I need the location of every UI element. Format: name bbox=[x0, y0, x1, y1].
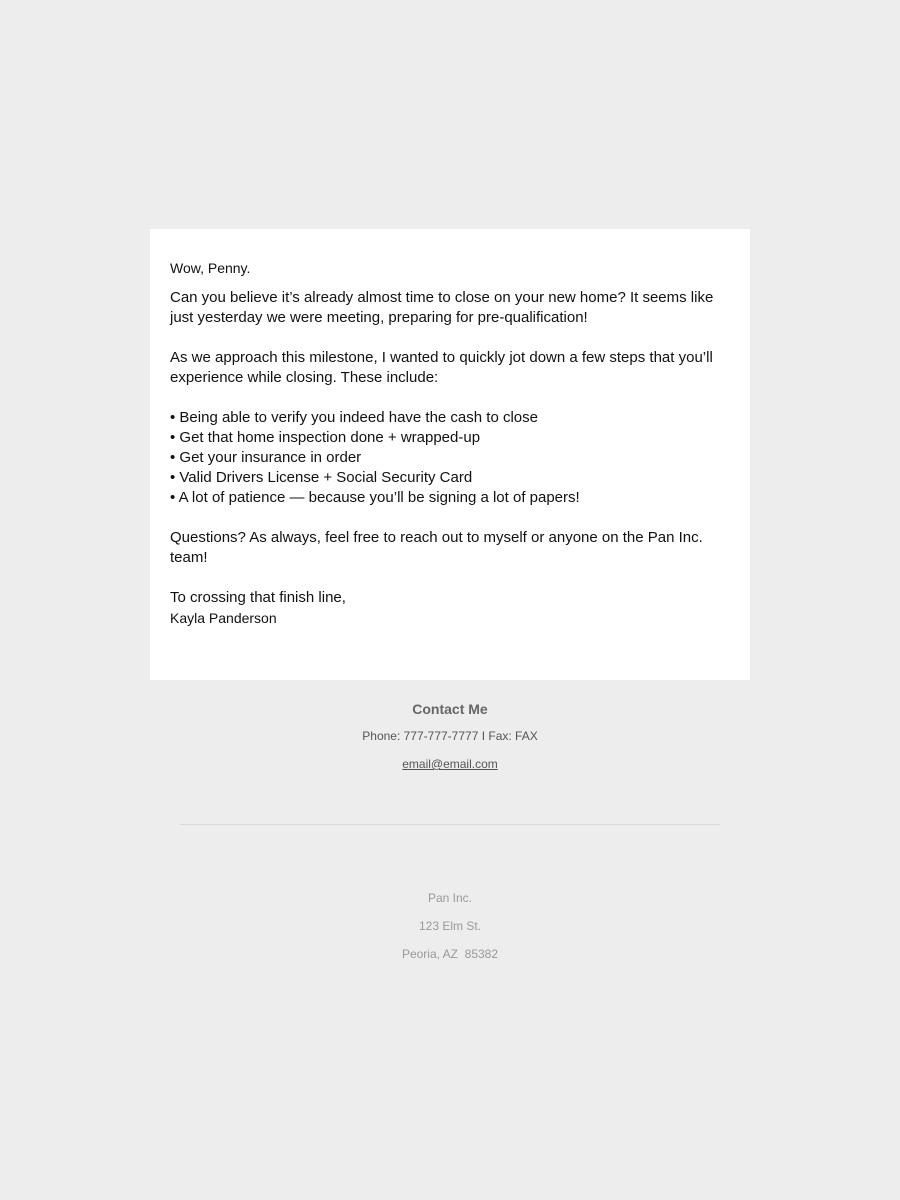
address-street: 123 Elm St. bbox=[418, 919, 482, 933]
letter-paragraph-milestone: As we approach this milestone, I wanted to quickly jot down a few steps that you’ll experience while closing. These include: bbox=[170, 349, 713, 386]
contact-email-link[interactable]: email@email.com bbox=[402, 757, 498, 771]
list-item: • Valid Drivers License + Social Security Card bbox=[170, 469, 473, 486]
address-city: Peoria, AZ 85382 bbox=[401, 947, 499, 961]
company-address bbox=[150, 889, 750, 973]
list-item: • Being able to verify you indeed have the cash to close bbox=[170, 409, 538, 426]
contact-title: Contact Me bbox=[412, 701, 488, 717]
closing-steps-list bbox=[170, 408, 730, 508]
contact-phone-fax: Phone: 777-777-7777 I Fax: FAX bbox=[362, 729, 538, 743]
list-item: • Get your insurance in order bbox=[170, 449, 362, 466]
letter-paragraph-questions: Questions? As always, feel free to reach out to myself or anyone on the Pan Inc. team! bbox=[170, 529, 703, 566]
letter-paragraph-intro: Can you believe it’s already almost time to close on your new home? It seems like just yesterday we were meeting, preparing for pre-qualification! bbox=[170, 289, 714, 326]
letter-closing: To crossing that finish line, bbox=[170, 589, 346, 606]
list-item: • Get that home inspection done + wrapped-up bbox=[170, 429, 481, 446]
email-card bbox=[150, 229, 750, 680]
footer-divider bbox=[180, 824, 720, 825]
letter-signature: Kayla Panderson bbox=[170, 610, 277, 626]
letter-greeting: Wow, Penny. bbox=[170, 260, 251, 276]
contact-section bbox=[150, 699, 750, 773]
address-company: Pan Inc. bbox=[427, 891, 473, 905]
list-item: • A lot of patience — because you’ll be signing a lot of papers! bbox=[170, 489, 580, 506]
